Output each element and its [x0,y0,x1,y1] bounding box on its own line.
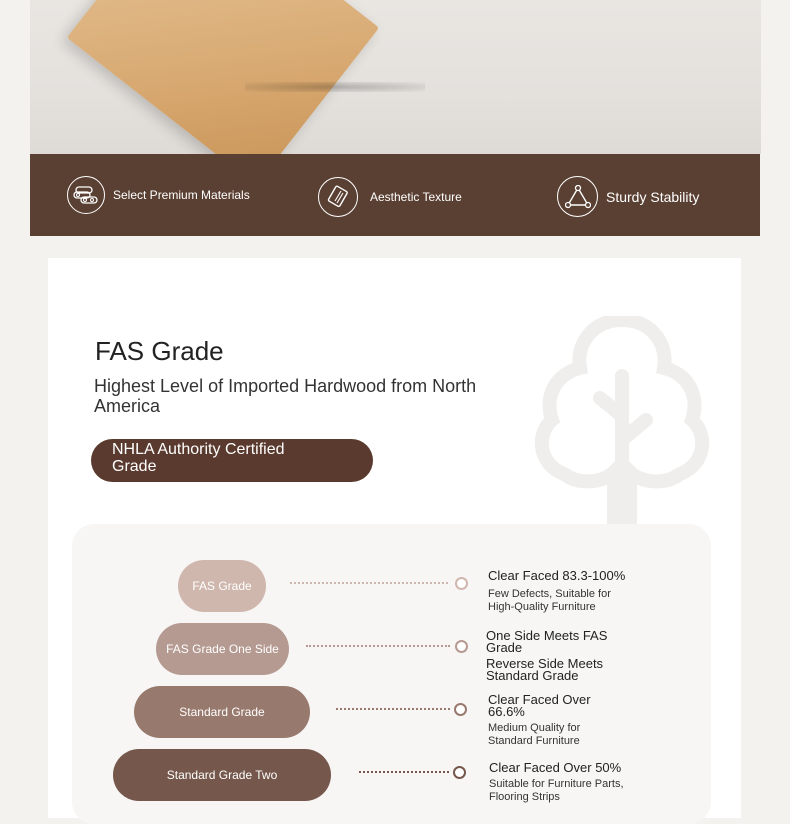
grade-marker [454,703,467,716]
grade-info-fas-one-side [486,630,621,682]
feature-label: Select Premium Materials [113,188,250,202]
connector-dots [359,771,449,773]
certification-badge [91,439,373,482]
feature-label: Sturdy Stability [606,188,700,205]
connector-dots [290,582,448,584]
grade-card [48,258,741,818]
hero-photo [30,0,761,154]
feature-label: Aesthetic Texture [370,190,462,204]
page-subtitle: Highest Level of Imported Hardwood from North America [94,376,477,416]
feature-premium-materials [67,176,250,214]
grade-pill-standard-two [113,749,331,801]
grade-marker [453,766,466,779]
grade-pill-label: Standard Grade [179,705,265,719]
grade-pill-label: FAS Grade One Side [166,642,279,656]
page-title: FAS Grade [95,336,224,366]
grade-info-fas [488,570,648,614]
grade-heading: One Side Meets FAS Grade [486,628,608,655]
connector-dots [306,645,450,647]
feature-bar [30,154,760,236]
triangle-stability-icon [557,176,598,217]
grade-info-standard [488,694,603,748]
grade-pill-fas-one-side [156,623,289,675]
grade-detail: Few Defects, Suitable for High-Quality Furniture [488,588,611,613]
grade-marker [455,640,468,653]
grade-info-standard-two [489,762,649,804]
grade-heading: Clear Faced Over 50% [489,760,622,775]
connector-dots [336,708,450,710]
certification-badge-label: NHLA Authority Certified Grade [112,441,285,475]
feature-sturdy-stability [557,176,699,217]
wood-board-image [67,0,379,154]
wood-grain-icon [318,177,358,217]
grade-pill-standard [134,686,310,738]
grade-marker [455,577,468,590]
grade-pill-fas [178,560,266,612]
grade-pill-label: FAS Grade [192,579,252,593]
grade-detail: Suitable for Furniture Parts, Flooring Strips [489,778,624,803]
grade-detail: Reverse Side Meets Standard Grade [486,656,604,683]
grade-panel [72,524,711,824]
board-shadow [245,82,425,92]
grade-heading: Clear Faced Over 66.6% [488,692,591,719]
tree-icon [534,316,709,526]
grade-pill-label: Standard Grade Two [166,768,278,782]
logs-icon [67,176,105,214]
feature-aesthetic-texture [318,177,462,217]
grade-heading: Clear Faced 83.3-100% [488,568,626,583]
grade-detail: Medium Quality for Standard Furniture [488,722,581,747]
